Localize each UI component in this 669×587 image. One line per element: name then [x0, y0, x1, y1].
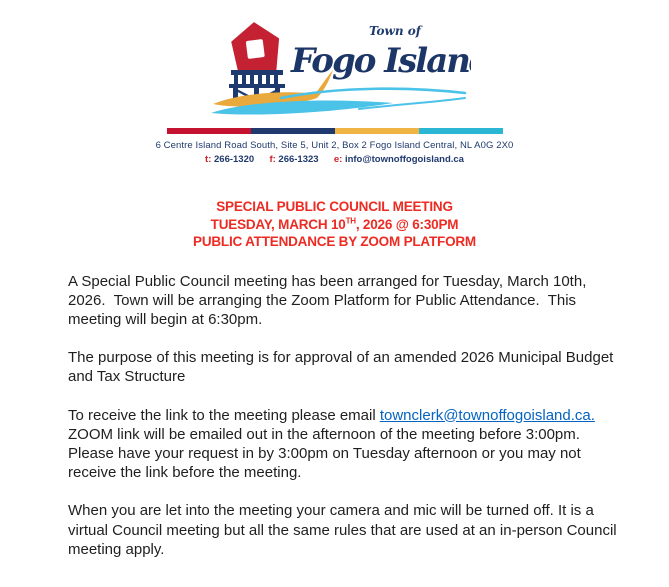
fax-number: 266-1323 — [278, 154, 319, 165]
brand-bar-navy-segment — [251, 128, 335, 134]
brand-bar-gold-segment — [335, 128, 419, 134]
logo-town-of-text: Town of — [368, 24, 421, 38]
townclerk-email-link[interactable]: townclerk@townoffogoisland.ca. — [379, 406, 595, 424]
town-contact-line — [0, 154, 669, 165]
logo-name-text: Fogo Island — [290, 41, 471, 81]
town-address: 6 Centre Island Road South, Site 5, Unit 2, Box 2 Fogo Island Central, NL A0G 2X0 — [155, 140, 514, 151]
phone-number: 266-1320 — [214, 154, 255, 165]
notice-date-line: TUESDAY, MARCH 10TH, 2026 @ 6:30PM — [210, 216, 459, 232]
town-logo — [209, 14, 471, 116]
date-ordinal-superscript: TH — [345, 216, 356, 225]
town-logo-graphic — [209, 14, 471, 116]
notice-body — [68, 272, 621, 559]
brand-color-bar — [167, 128, 503, 134]
meeting-notice-heading — [0, 198, 669, 251]
paragraph-meeting-purpose: The purpose of this meeting is for approval of an amended 2026 Municipal Budget and Tax Structure — [68, 349, 618, 386]
paragraph-zoom-link — [68, 406, 618, 483]
email-label: e: — [333, 154, 343, 165]
fishing-stage-icon — [229, 20, 280, 73]
paragraph-meeting-arranged: A Special Public Council meeting has been arranged for Tuesday, March 10th, 2026. Town will be arranging the Zoom Platform for Public Attendance. This meeting will begin at 6:30pm. — [68, 272, 591, 328]
zoom-link-text-pre: To receive the link to the meeting please email — [68, 406, 380, 424]
notice-platform-line: PUBLIC ATTENDANCE BY ZOOM PLATFORM — [193, 234, 476, 249]
brand-bar-cyan-segment — [419, 128, 503, 134]
notice-title-line: SPECIAL PUBLIC COUNCIL MEETING — [216, 199, 453, 214]
paragraph-meeting-rules: When you are let into the meeting your camera and mic will be turned off. It is a virtual Council meeting but all the same rules that are used at an in-person Council meeting apply. — [68, 502, 621, 558]
town-email: info@townoffogoisland.ca — [344, 154, 464, 165]
brand-bar-red-segment — [167, 128, 251, 134]
fax-label: f: — [269, 154, 276, 165]
letterhead — [0, 0, 669, 165]
zoom-link-text-post: ZOOM link will be emailed out in the afternoon of the meeting before 3:00pm. Please have your request in by 3:00pm on Tuesday afternoon or you may not receive the link before the meeting. — [68, 406, 600, 482]
phone-label: t: — [205, 154, 212, 165]
